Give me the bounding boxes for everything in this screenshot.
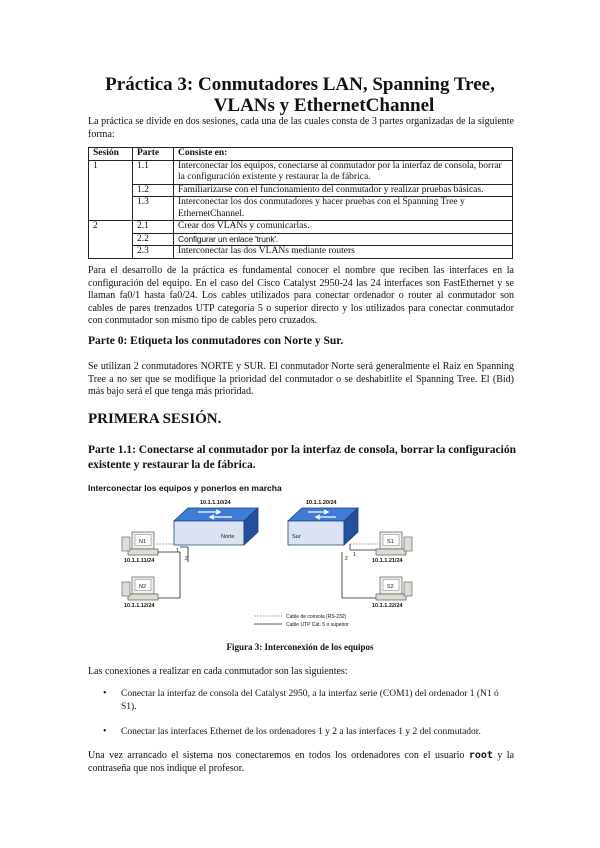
table-row <box>89 184 513 197</box>
bullet-marker: • <box>103 726 107 737</box>
n1-label: N1 <box>139 539 147 545</box>
table-cell-parte: 2.1 <box>133 221 174 234</box>
section-heading-parte11: Parte 1.1: Conectarse al conmutador por la interfaz de consola, borrar la configuración existente y restaurar la de fábrica. <box>88 444 516 471</box>
intro-paragraph: La práctica se divide en dos sesiones, cada una de las cuales consta de 3 partes organizadas de la siguiente forma: <box>88 116 514 140</box>
n1-ip: 10.1.1.11/24 <box>124 558 155 564</box>
port-label: 1 <box>176 548 179 554</box>
table-row <box>89 160 513 184</box>
n2-ip: 10.1.1.12/24 <box>124 603 155 609</box>
port-label: 1 <box>353 552 356 558</box>
session-heading: PRIMERA SESIÓN. <box>88 411 222 427</box>
table-cell-texto: Interconectar los dos conmutadores y hacer pruebas con el Spanning Tree y EthernetChannel. <box>174 197 513 221</box>
page-title <box>60 74 540 116</box>
table-cell-texto: Crear dos VLANs y comunicarlas. <box>174 221 513 234</box>
parte0-paragraph: Se utilizan 2 conmutadores NORTE y SUR. El conmutador Norte será generalmente el Raíz en Spanning Tree a no ser que se modifique la prioridad del conmutador o se deshabitlite el Spanning Tree. El (Bid) más bajo será el que tenga más prioridad. <box>88 361 514 397</box>
final-paragraph <box>88 750 514 775</box>
switch-front-sur <box>288 521 344 545</box>
table-row <box>89 197 513 221</box>
computer-icon <box>376 532 412 555</box>
port-label: 2 <box>185 556 188 562</box>
table-cell-texto: Familiarizarse con el funcionamiento del conmutador y realizar pruebas básicas. <box>174 184 513 197</box>
port-label: 2 <box>345 556 348 562</box>
legend-console-text: Cable de consola (RS-232) <box>286 614 347 620</box>
s1-label: S1 <box>387 539 394 545</box>
norte-ip: 10.1.1.10/24 <box>200 500 231 506</box>
s2-ip: 10.1.1.22/24 <box>372 603 403 609</box>
table-cell-parte: 1.1 <box>133 160 174 184</box>
switch-label-norte: Norte <box>221 534 235 540</box>
switch-top-norte <box>174 508 258 521</box>
table-cell-sesion: 1 <box>89 160 133 221</box>
table-header-cell: Parte <box>133 148 174 161</box>
table-cell-texto: Interconectar los equipos, conectarse al conmutador por la interfaz de consola, borrar la configuración existente y restaurar la de fábrica. <box>174 160 513 184</box>
sur-ip: 10.1.1.20/24 <box>306 500 337 506</box>
table-cell-texto: Configurar un enlace 'trunk'. <box>174 233 513 246</box>
figure-heading: Interconectar los equipos y ponerlos en marcha <box>88 483 282 493</box>
table-cell-texto: Interconectar las dos VLANs mediante routers <box>174 246 513 259</box>
username-root: root <box>468 750 493 761</box>
legend-utp-text: Cable UTP Cat. 5 o superior <box>286 622 349 628</box>
table-row <box>89 246 513 259</box>
table-cell-parte: 2.2 <box>133 233 174 246</box>
s2-label: S2 <box>387 584 394 590</box>
connections-intro: Las conexiones a realizar en cada conmutador son las siguientes: <box>88 666 348 677</box>
table-row <box>89 221 513 234</box>
development-paragraph: Para el desarrollo de la práctica es fundamental conocer el nombre que reciben las interfaces en la configuración del equipo. En el caso del Cisco Catalyst 2950-24 las 24 interfaces son FastEthernet y se llaman fa0/1 hasta fa0/24. Los cables utilizados para conectar ordenador o router al conmutador son cables de pares trenzados UTP categoría 5 o superior directo y los utilizados para conectar conmutador con conmutador son mismo tipo de cables pero cruzados. <box>88 265 514 326</box>
list-item: Conectar la interfaz de consola del Catalyst 2950, a la interfaz serie (COM1) del ordenador 1 (N1 ó S1). <box>121 689 499 712</box>
table-row <box>89 233 513 246</box>
table-cell-parte: 2.3 <box>133 246 174 259</box>
table-header-cell: Sesión <box>89 148 133 161</box>
figure-caption: Figura 3: Interconexión de los equipos <box>226 642 374 652</box>
table-header-row <box>89 148 513 161</box>
title-line-2: VLANs y EthernetChannel <box>213 95 435 116</box>
computer-icon <box>376 577 412 600</box>
s1-ip: 10.1.1.21/24 <box>372 558 403 564</box>
bullet-marker: • <box>103 688 107 699</box>
title-line-1: Práctica 3: Conmutadores LAN, Spanning Tree, <box>105 74 495 95</box>
table-cell-sesion: 2 <box>89 221 133 259</box>
section-heading-parte0: Parte 0: Etiqueta los conmutadores con Norte y Sur. <box>88 335 344 347</box>
final-text-pre: Una vez arrancado el sistema nos conectaremos en todos los ordenadores con el usuario <box>88 750 465 761</box>
final-text-post: y la contraseña que nos indique el profesor. <box>88 750 515 774</box>
switch-front-norte <box>174 521 244 545</box>
list-item: Conectar las interfaces Ethernet de los ordenadores 1 y 2 a las interfaces 1 y 2 del conmutador. <box>121 727 481 737</box>
n2-label: N2 <box>139 584 147 590</box>
switch-label-sur: Sur <box>292 534 301 540</box>
table-cell-parte: 1.2 <box>133 184 174 197</box>
sessions-table <box>88 147 513 259</box>
network-diagram <box>110 492 450 632</box>
table-cell-parte: 1.3 <box>133 197 174 221</box>
table-header-cell: Consiste en: <box>174 148 513 161</box>
